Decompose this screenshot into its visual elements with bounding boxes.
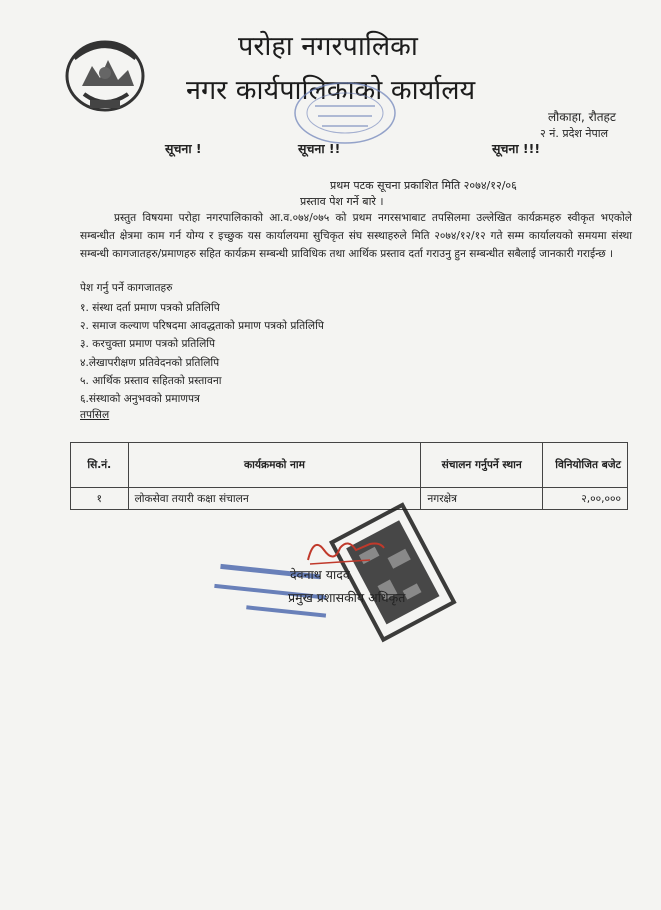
cell-budget: २,००,०००: [542, 488, 627, 510]
col-program: कार्यक्रमको नाम: [128, 443, 421, 488]
document-item: ५. आर्थिक प्रस्ताव सहितको प्रस्तावना: [80, 374, 222, 387]
col-budget: विनियोजित बजेट: [542, 443, 627, 488]
signatory-name: देवनाथ यादव: [290, 567, 350, 582]
address-line-1: लौकाहा, रौतहट: [548, 110, 616, 124]
signatory-designation: प्रमुख प्रशासकीय अधिकृत: [288, 590, 406, 605]
address-line-2: २ नं. प्रदेश नेपाल: [540, 127, 609, 140]
cell-program: लोकसेवा तयारी कक्षा संचालन: [128, 488, 421, 510]
document-item: २. समाज कल्याण परिषदमा आवद्धताको प्रमाण पत्रको प्रतिलिपि: [80, 320, 324, 333]
document-item: १. संस्था दर्ता प्रमाण पत्रको प्रतिलिपि: [80, 302, 220, 314]
col-location: संचालन गर्नुपर्ने स्थान: [421, 443, 543, 488]
subject-line: प्रस्ताव पेश गर्ने बारे ।: [300, 195, 384, 208]
body-text: प्रस्तुत विषयमा परोहा नगरपालिकाको आ.व.०७४/०७५ को प्रथम नगरसभाबाट तपसिलमा उल्लेखित कार्यक्रमहरु स्वीकृत भएकोले सम्बन्धीत क्षेत्रमा काम गर्न योग्य र इच्छुक यस कार्यालयमा सुचिकृत संघ सस्थाहरुले मिति २०७४/१२/१२ गते सम्म कार्यालयको समयमा संस्था सम्बन्धी कागजातहरु/प्रमाणहरु सहित कार्यक्रम सम्बन्धी प्राविधिक तथा आर्थिक प्रस्ताव दर्ता गराउनु हुन सम्बन्धीत सबैलाई जानकारी गराईन्छ ।: [80, 212, 632, 260]
nepal-emblem-icon: [62, 28, 148, 118]
documents-list: [80, 299, 324, 408]
documents-title: पेश गर्नु पर्ने कागजातहरु: [80, 282, 173, 294]
col-sn: सि.नं.: [71, 443, 129, 488]
document-item: ६.संस्थाको अनुभवको प्रमाणपत्र: [80, 393, 200, 406]
notice-label-3: सूचना !!!: [492, 141, 541, 156]
tapasil-label: तपसिल: [80, 409, 110, 421]
office-title: नगर कार्यपालिकाको कार्यालय: [186, 75, 476, 106]
document-item: ३. करचुक्ता प्रमाण पत्रको प्रतिलिपि: [80, 338, 216, 351]
published-date: प्रथम पटक सूचना प्रकाशित मिति २०७४/१२/०६: [330, 179, 517, 192]
notice-label-1: सूचना !: [165, 141, 202, 156]
cell-sn: १: [71, 488, 129, 510]
document-item: ४.लेखापरीक्षण प्रतिवेदनको प्रतिलिपि: [80, 356, 220, 369]
cell-location: नगरक्षेत्र: [421, 488, 543, 510]
body-paragraph: [80, 209, 632, 263]
municipality-title: परोहा नगरपालिका: [238, 31, 418, 62]
table-header-row: [71, 443, 628, 488]
office-seal-icon: [290, 78, 400, 148]
notice-label-2: सूचना !!: [298, 141, 341, 156]
